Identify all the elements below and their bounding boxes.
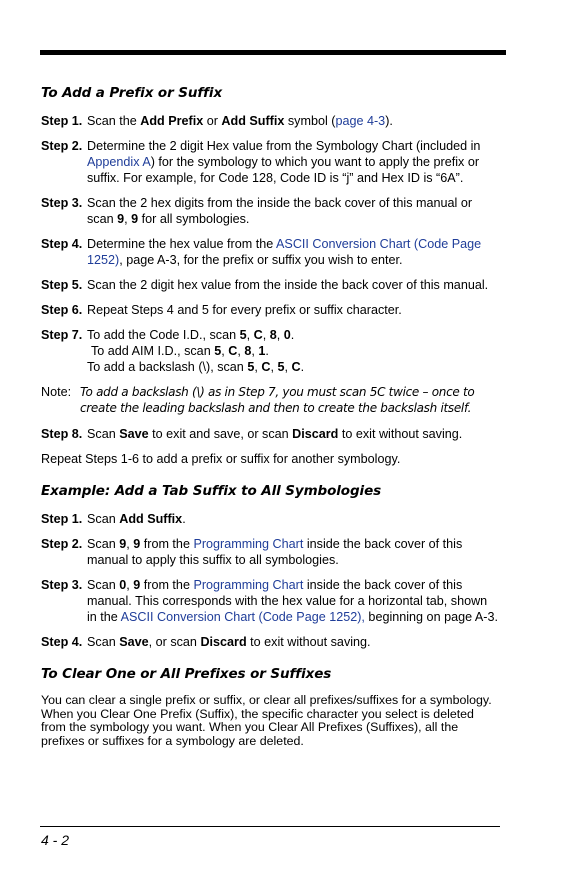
programming-chart-link[interactable]: Programming Chart <box>193 537 304 551</box>
step-label: Step 2. <box>41 537 83 551</box>
separator: , <box>270 360 278 374</box>
step-8 <box>41 426 499 442</box>
add-suffix-text: Add Suffix <box>221 114 285 128</box>
save-text: Save <box>119 427 149 441</box>
step-text: to exit and save, or scan <box>148 427 293 441</box>
step-text: Determine the hex value from the <box>87 237 277 251</box>
step-text: Scan <box>87 578 120 592</box>
digit-text: 9 <box>119 537 127 551</box>
step-label: Step 2. <box>41 139 83 153</box>
step-text: . <box>182 512 186 526</box>
code-char: C <box>291 360 301 374</box>
add-prefix-text: Add Prefix <box>140 114 204 128</box>
code-char: 8 <box>269 328 277 342</box>
note-text: To add a backslash (\) as in Step 7, you must scan 5C twice – once to create the leading backslash and then to create the backslash itself. <box>80 385 475 415</box>
page-number: 4 - 2 <box>41 832 70 848</box>
section-heading-tab-suffix-example: Example: Add a Tab Suffix to All Symbologies <box>41 483 382 499</box>
discard-text: Discard <box>292 427 339 441</box>
step-text: symbol ( <box>284 114 336 128</box>
separator: , <box>262 328 270 342</box>
step-text: from the <box>140 578 194 592</box>
code-char: 5 <box>277 360 285 374</box>
separator: , <box>284 360 292 374</box>
footer-rule <box>40 826 500 827</box>
step-text: , <box>124 212 132 226</box>
backslash-line <box>87 359 499 375</box>
note-label: Note: <box>41 385 72 399</box>
step-2 <box>41 138 499 186</box>
example-step-3 <box>41 577 499 625</box>
discard-text: Discard <box>200 635 247 649</box>
step-text: Scan <box>87 635 120 649</box>
code-char: C <box>261 360 271 374</box>
step-text: To add AIM I.D., scan <box>91 344 215 358</box>
step-text: to exit without saving. <box>338 427 463 441</box>
digit-text: 9 <box>117 212 125 226</box>
separator: , <box>237 344 245 358</box>
page-content <box>41 85 499 758</box>
code-char: 0 <box>283 328 291 342</box>
programming-chart-link[interactable]: Programming Chart <box>193 578 304 592</box>
step-text: Scan <box>87 512 120 526</box>
step-label: Step 6. <box>41 303 83 317</box>
step-7 <box>41 327 499 375</box>
step-label: Step 5. <box>41 278 83 292</box>
digit-text: 0 <box>119 578 127 592</box>
page-4-3-link[interactable]: page 4-3 <box>335 114 386 128</box>
step-3 <box>41 195 499 227</box>
separator: . <box>290 328 295 342</box>
code-char: C <box>253 328 263 342</box>
code-char: 5 <box>239 328 247 342</box>
step-text: Scan the <box>87 114 141 128</box>
code-char: C <box>228 344 238 358</box>
step-5 <box>41 277 499 293</box>
step-label: Step 1. <box>41 114 83 128</box>
step-text: , <box>126 537 134 551</box>
separator: , <box>251 344 259 358</box>
step-text: To add the Code I.D., scan <box>87 328 240 342</box>
example-step-2 <box>41 536 499 568</box>
step-label: Step 4. <box>41 237 83 251</box>
header-rule <box>40 50 506 55</box>
add-suffix-text: Add Suffix <box>119 512 183 526</box>
separator: . <box>300 360 305 374</box>
step-6 <box>41 302 499 318</box>
note <box>41 384 499 416</box>
step-text: , or scan <box>148 635 201 649</box>
step-text: , <box>126 578 134 592</box>
code-char: 5 <box>247 360 255 374</box>
repeat-instruction: Repeat Steps 1-6 to add a prefix or suffix for another symbology. <box>41 452 401 466</box>
step-label: Step 1. <box>41 512 83 526</box>
section-heading-clear-prefixes-suffixes: To Clear One or All Prefixes or Suffixes <box>41 666 332 682</box>
step-text: Scan the 2 digit hex value from the inside the back cover of this manual. <box>87 278 489 292</box>
separator: , <box>221 344 229 358</box>
step-text: Scan <box>87 537 120 551</box>
step-text: To add a backslash (\), scan <box>87 360 248 374</box>
step-text: Determine the 2 digit Hex value from the Symbology Chart (included in <box>87 139 481 153</box>
step-text: ) for the symbology to which you want to apply the prefix or suffix. For example, for Code 128, Code ID is “j” and Hex ID is “6A”. <box>87 155 480 185</box>
step-text: inside the back cover of this manual to apply this suffix to all symbologies. <box>87 537 463 567</box>
step-label: Step 4. <box>41 635 83 649</box>
example-step-4 <box>41 634 499 650</box>
code-char: 1 <box>258 344 266 358</box>
code-char: 5 <box>214 344 222 358</box>
digit-text: 9 <box>133 537 141 551</box>
section-heading-add-prefix-suffix: To Add a Prefix or Suffix <box>41 85 223 101</box>
separator: . <box>265 344 269 358</box>
step-text: from the <box>140 537 194 551</box>
step-label: Step 3. <box>41 578 83 592</box>
step-text: to exit without saving. <box>246 635 371 649</box>
separator: , <box>254 360 262 374</box>
aim-id-line <box>87 343 499 359</box>
step-text: for all symbologies. <box>138 212 250 226</box>
step-label: Step 8. <box>41 427 83 441</box>
step-text: beginning on page A-3. <box>364 610 498 624</box>
step-label: Step 3. <box>41 196 83 210</box>
step-text: inside the back cover of this manual. This corresponds with the hex value for a horizontal tab, shown in the <box>87 578 488 624</box>
example-step-1 <box>41 511 499 527</box>
ascii-conversion-chart-link[interactable]: ASCII Conversion Chart (Code Page 1252), <box>120 610 365 624</box>
digit-text: 9 <box>133 578 141 592</box>
step-text: or <box>203 114 222 128</box>
step-text: , page A-3, for the prefix or suffix you wish to enter. <box>119 253 403 267</box>
step-1 <box>41 113 499 129</box>
appendix-a-link[interactable]: Appendix A <box>87 155 151 169</box>
save-text: Save <box>119 635 149 649</box>
step-text: Repeat Steps 4 and 5 for every prefix or suffix character. <box>87 303 402 317</box>
step-label: Step 7. <box>41 328 83 342</box>
digit-text: 9 <box>131 212 139 226</box>
step-4 <box>41 236 499 268</box>
clear-description: You can clear a single prefix or suffix, or clear all prefixes/suffixes for a symbology. When you Clear One Prefix (Suffix), the specific character you select is deleted from the symbology you want. When you Clear All Prefixes (Suffixes), all the prefixes or suffixes for a symbology are deleted. <box>41 693 492 748</box>
step-text: ). <box>385 114 393 128</box>
separator: , <box>276 328 284 342</box>
step-text: Scan <box>87 427 120 441</box>
code-id-line <box>87 327 499 343</box>
ascii-conversion-chart-link[interactable]: ASCII Conversion Chart (Code Page 1252) <box>87 237 482 267</box>
code-char: 8 <box>244 344 252 358</box>
step-text: Scan the 2 hex digits from the inside the back cover of this manual or scan <box>87 196 473 226</box>
separator: , <box>246 328 254 342</box>
